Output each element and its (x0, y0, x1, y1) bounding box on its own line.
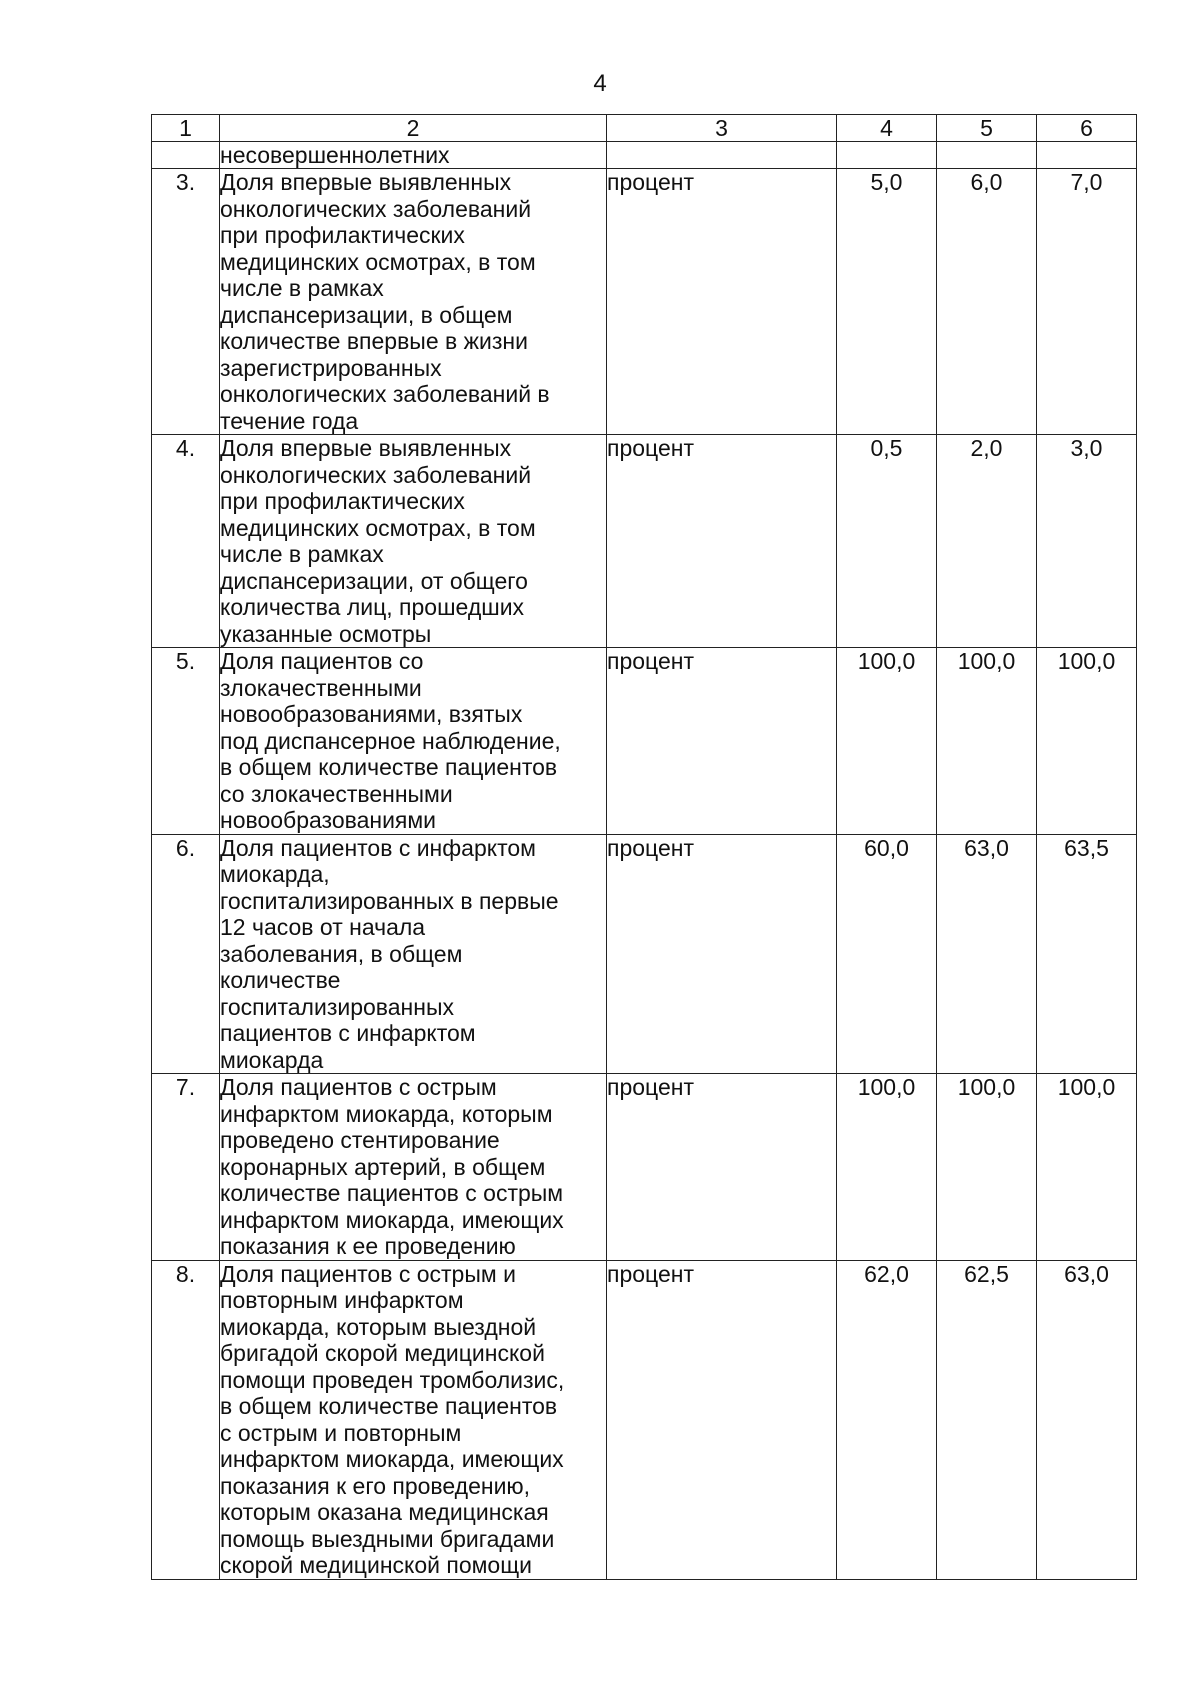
description-line: числе в рамках (220, 275, 384, 301)
description-line: при профилактических (220, 488, 465, 514)
value-column-4: 5,0 (837, 169, 937, 435)
description-line: госпитализированных в первые (220, 887, 559, 914)
row-number: 8. (152, 1260, 220, 1579)
unit-of-measure: процент (607, 169, 837, 435)
row-number: 5. (152, 648, 220, 835)
description-line: зарегистрированных (220, 354, 442, 381)
description-line: количестве пациентов с острым (220, 1180, 564, 1206)
value-column-6: 7,0 (1037, 169, 1137, 435)
description-line: количестве впервые в жизни (220, 328, 528, 354)
value-column-5: 2,0 (937, 435, 1037, 648)
description-line: показания к ее проведению (220, 1233, 516, 1259)
description-line: Доля пациентов с инфарктом (220, 834, 536, 861)
description-line: миокарда, которым выездной (220, 1313, 537, 1340)
description-line: коронарных артерий, в общем (220, 1153, 546, 1180)
description-line: течение года (220, 407, 359, 434)
unit-of-measure: процент (607, 1260, 837, 1579)
description-line: миокарда (220, 1046, 324, 1073)
description-line: диспансеризации, в общем (220, 301, 513, 328)
description-line: госпитализированных (220, 993, 454, 1020)
continuation-value-cell (837, 142, 937, 169)
indicator-description (220, 1260, 607, 1579)
table-row (152, 648, 1137, 835)
description-line: медицинских осмотрах, в том (220, 248, 536, 275)
description-line: инфарктом миокарда, имеющих (220, 1446, 564, 1472)
unit-of-measure: процент (607, 834, 837, 1074)
description-line: инфарктом миокарда, имеющих (220, 1206, 564, 1233)
header-cell-6: 6 (1037, 115, 1137, 142)
description-line: заболевания, в общем (220, 940, 463, 967)
value-column-6: 3,0 (1037, 435, 1137, 648)
value-column-6: 63,5 (1037, 834, 1137, 1074)
table-row (152, 1074, 1137, 1261)
header-cell-3: 3 (607, 115, 837, 142)
indicators-table (151, 114, 1137, 1580)
value-column-4: 100,0 (837, 648, 937, 835)
table-header-row (152, 115, 1137, 142)
description-line: указанные осмотры (220, 620, 432, 647)
value-column-4: 60,0 (837, 834, 937, 1074)
description-line: диспансеризации, от общего (220, 567, 528, 594)
description-line: инфарктом миокарда, которым (220, 1100, 553, 1127)
description-line: Доля впервые выявленных (220, 435, 512, 461)
continuation-row (152, 142, 1137, 169)
value-column-5: 62,5 (937, 1260, 1037, 1579)
unit-of-measure: процент (607, 1074, 837, 1261)
description-line: Доля пациентов со (220, 648, 424, 674)
description-line: числе в рамках (220, 541, 384, 567)
value-column-6: 100,0 (1037, 1074, 1137, 1261)
description-line: бригадой скорой медицинской (220, 1340, 545, 1366)
value-column-4: 100,0 (837, 1074, 937, 1261)
description-line: миокарда, (220, 861, 330, 887)
description-line: онкологических заболеваний (220, 195, 532, 222)
unit-of-measure: процент (607, 435, 837, 648)
description-line: пациентов с инфарктом (220, 1020, 476, 1046)
description-line: новообразованиями (220, 807, 437, 833)
description-line: медицинских осмотрах, в том (220, 514, 536, 541)
description-line: онкологических заболеваний (220, 461, 532, 488)
value-column-5: 6,0 (937, 169, 1037, 435)
description-line: в общем количестве пациентов (220, 1393, 558, 1419)
value-column-5: 100,0 (937, 648, 1037, 835)
description-line: со злокачественными (220, 780, 453, 807)
description-line: 12 часов от начала (220, 914, 426, 940)
description-line: Доля пациентов с острым и (220, 1260, 516, 1287)
row-number: 4. (152, 435, 220, 648)
value-column-5: 100,0 (937, 1074, 1037, 1261)
header-cell-5: 5 (937, 115, 1037, 142)
table-row (152, 169, 1137, 435)
table-row (152, 1260, 1137, 1579)
description-line: в общем количестве пациентов (220, 754, 558, 780)
description-line: проведено стентирование (220, 1127, 500, 1153)
description-line: количестве (220, 967, 341, 993)
value-column-6: 100,0 (1037, 648, 1137, 835)
header-cell-2: 2 (220, 115, 607, 142)
description-line: Доля впервые выявленных (220, 169, 512, 195)
continuation-value-cell (1037, 142, 1137, 169)
continuation-value-cell (937, 142, 1037, 169)
description-line: злокачественными (220, 674, 422, 701)
table-row (152, 834, 1137, 1074)
description-line: с острым и повторным (220, 1419, 462, 1446)
description-line: показания к его проведению, (220, 1472, 531, 1499)
row-number: 6. (152, 834, 220, 1074)
description-line: скорой медицинской помощи (220, 1552, 532, 1578)
value-column-4: 0,5 (837, 435, 937, 648)
description-line: которым оказана медицинская (220, 1499, 549, 1525)
description-line: новообразованиями, взятых (220, 701, 523, 727)
indicator-description (220, 834, 607, 1074)
header-cell-1: 1 (152, 115, 220, 142)
header-cell-4: 4 (837, 115, 937, 142)
table-row (152, 435, 1137, 648)
value-column-5: 63,0 (937, 834, 1037, 1074)
description-line: Доля пациентов с острым (220, 1074, 497, 1100)
description-line: онкологических заболеваний в (220, 381, 550, 407)
description-line: помощь выездными бригадами (220, 1525, 555, 1552)
description-line: повторным инфарктом (220, 1287, 464, 1313)
description-line: помощи проведен тромболизис, (220, 1366, 565, 1393)
description-line: под диспансерное наблюдение, (220, 727, 561, 754)
description-line: при профилактических (220, 222, 465, 248)
continuation-num-cell (152, 142, 220, 169)
indicator-description (220, 648, 607, 835)
indicator-description (220, 1074, 607, 1261)
unit-of-measure: процент (607, 648, 837, 835)
continuation-text: несовершеннолетних (220, 142, 607, 169)
row-number: 3. (152, 169, 220, 435)
page-number: 4 (593, 70, 607, 97)
indicator-description (220, 169, 607, 435)
indicator-description (220, 435, 607, 648)
value-column-6: 63,0 (1037, 1260, 1137, 1579)
description-line: количества лиц, прошедших (220, 594, 525, 620)
row-number: 7. (152, 1074, 220, 1261)
continuation-unit-cell (607, 142, 837, 169)
value-column-4: 62,0 (837, 1260, 937, 1579)
